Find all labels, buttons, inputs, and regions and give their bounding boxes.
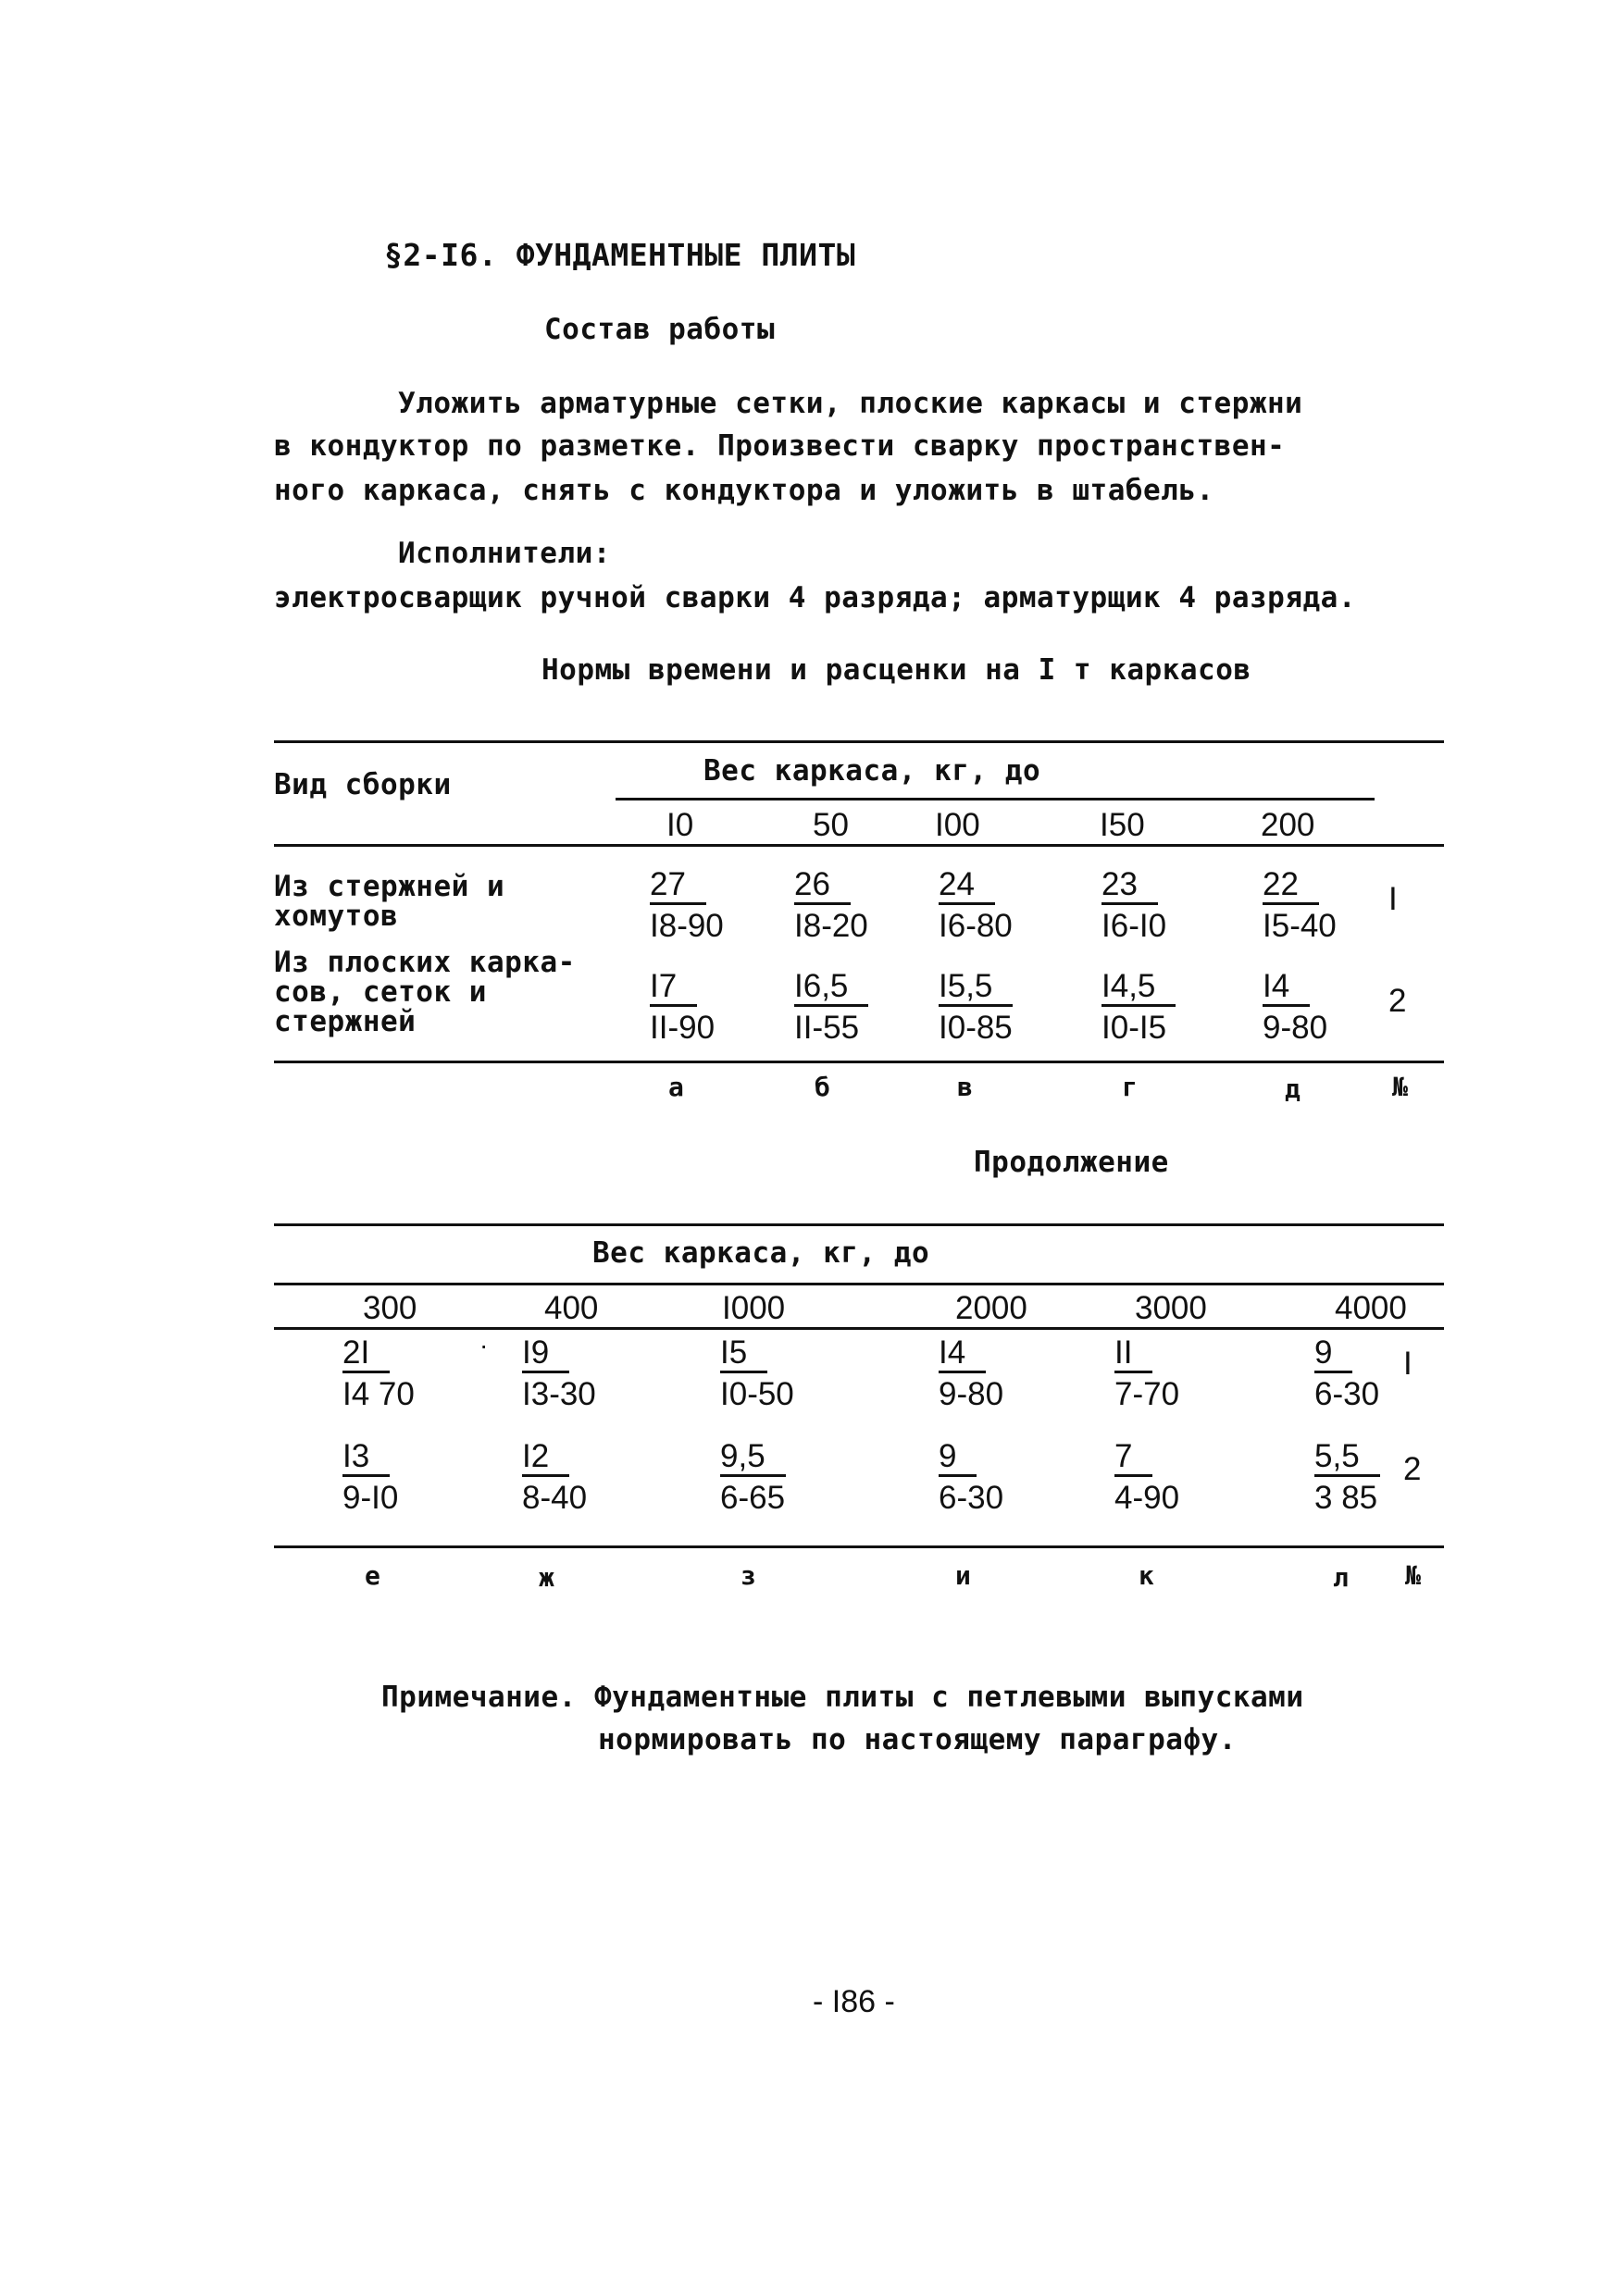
table2-col-letter: №	[1405, 1560, 1421, 1591]
table1-group-rule	[616, 798, 1375, 800]
table1-col-letter: б	[815, 1072, 830, 1102]
table1-bottom-rule	[274, 1061, 1444, 1063]
table1-group-header: Вес каркаса, кг, до	[703, 754, 1041, 788]
table1-weight: I0	[666, 807, 694, 843]
table1-cell: $\frac{I4}{9-80}$	[1263, 968, 1328, 1046]
table1-col-letter: а	[668, 1072, 684, 1102]
note-line-2: нормировать по настоящему параграфу.	[598, 1723, 1237, 1756]
table1-col-letter: №	[1392, 1072, 1408, 1102]
table2-col-letter: л	[1333, 1562, 1349, 1593]
page-number: - I86 -	[813, 1984, 895, 2019]
table2-weight: I000	[722, 1290, 786, 1326]
stray-dot: ·	[479, 1331, 489, 1359]
table2-weight: 4000	[1335, 1290, 1407, 1326]
norms-title: Нормы времени и расценки на I т каркасов	[541, 653, 1251, 687]
table2-cell: $\frac{2I}{I4 70}$	[342, 1334, 415, 1412]
table2-cell: $\frac{I5}{I0-50}$	[720, 1334, 794, 1412]
table2-col-letter: и	[955, 1560, 971, 1591]
performers-label: Исполнители:	[398, 537, 611, 570]
table2-col-letter: з	[741, 1560, 756, 1591]
table1-cell: $\frac{24}{I6-80}$	[939, 866, 1013, 944]
table2-weight: 3000	[1135, 1290, 1207, 1326]
table1-cell: $\frac{I5,5}{I0-85}$	[939, 968, 1013, 1046]
table2-cell: $\frac{I4}{9-80}$	[939, 1334, 1004, 1412]
table2-weight: 2000	[955, 1290, 1027, 1326]
table2-cell: $\frac{II}{7-70}$	[1114, 1334, 1180, 1412]
table1-row2-label: Из плоских карка- сов, сеток и стержней	[274, 946, 576, 1038]
table1-cell: $\frac{23}{I6-I0}$	[1101, 866, 1167, 944]
table1-row1-label: Из стержней и хомутов	[274, 870, 505, 933]
table2-weight: 400	[544, 1290, 599, 1326]
table1-cell: $\frac{I4,5}{I0-I5}$	[1101, 968, 1203, 1046]
table2-cell: $\frac{9}{6-30}$	[939, 1438, 1004, 1516]
table1-cell: $\frac{I6,5}{II-55}$	[794, 968, 896, 1046]
table2-top-rule	[274, 1223, 1444, 1226]
table2-col-letter: к	[1139, 1560, 1154, 1591]
table2-cell: $\frac{I9}{I3-30}$	[522, 1334, 596, 1412]
table2-header-rule	[274, 1327, 1444, 1330]
table2-cell: $\frac{I2}{8-40}$	[522, 1438, 588, 1516]
work-line-1: Уложить арматурные сетки, плоские каркасы и стержни	[398, 387, 1303, 420]
work-line-3: ного каркаса, снять с кондуктора и уложить в штабель.	[274, 474, 1214, 507]
table2-row1-num: I	[1403, 1346, 1413, 1382]
table1-weight: 200	[1261, 807, 1315, 843]
table1-col-letter: г	[1122, 1072, 1138, 1102]
table2-weight: 300	[363, 1290, 417, 1326]
table2-cell: $\frac{5,5}{3 85}$	[1314, 1438, 1416, 1516]
note-line-1: Примечание. Фундаментные плиты с петлевыми выпусками	[381, 1681, 1304, 1714]
table2-cell: $\frac{9}{6-30}$	[1314, 1334, 1380, 1412]
table2-cell: $\frac{I3}{9-I0}$	[342, 1438, 399, 1516]
table1-col-letter: в	[957, 1072, 973, 1102]
table2-col-letter: ж	[539, 1562, 554, 1593]
table1-cell: $\frac{27}{I8-90}$	[650, 866, 724, 944]
table1-header-rule	[274, 844, 1444, 847]
work-line-2: в кондуктор по разметке. Произвести сварку пространствен-	[274, 429, 1286, 463]
table1-cell: $\frac{26}{I8-20}$	[794, 866, 868, 944]
table1-row1-num: I	[1388, 881, 1398, 917]
table1-col-letter: д	[1285, 1074, 1301, 1104]
table1-weight: I00	[935, 807, 980, 843]
table1-weight: I50	[1100, 807, 1145, 843]
section-title: §2-I6. ФУНДАМЕНТНЫЕ ПЛИТЫ	[384, 237, 856, 273]
table2-cell: $\frac{7}{4-90}$	[1114, 1438, 1180, 1516]
table1-cell: $\frac{I7}{II-90}$	[650, 968, 716, 1046]
table2-group-header: Вес каркаса, кг, до	[592, 1236, 930, 1270]
work-heading: Состав работы	[544, 313, 776, 346]
table1-weight: 50	[813, 807, 849, 843]
table1-row2-num: 2	[1388, 983, 1407, 1019]
table2-row2-num: 2	[1403, 1451, 1422, 1487]
table2-group-rule	[274, 1283, 1444, 1285]
table2-col-letter: е	[365, 1560, 380, 1591]
table1-cell: $\frac{22}{I5-40}$	[1263, 866, 1337, 944]
table1-top-rule	[274, 740, 1444, 743]
performers-text: электросварщик ручной сварки 4 разряда; арматурщик 4 разряда.	[274, 581, 1356, 614]
table1-col-header: Вид сборки	[274, 768, 452, 801]
table2-cell: $\frac{9,5}{6-65}$	[720, 1438, 786, 1516]
table2-bottom-rule	[274, 1545, 1444, 1548]
continuation-label: Продолжение	[974, 1146, 1169, 1179]
